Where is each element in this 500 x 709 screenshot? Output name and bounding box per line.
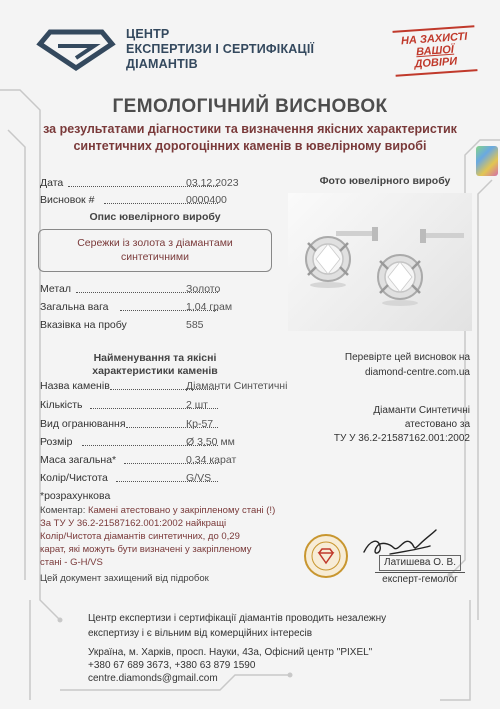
- organization-name: ЦЕНТР ЕКСПЕРТИЗИ І СЕРТИФІКАЦІЇ ДІАМАНТІВ: [126, 27, 315, 71]
- jewelry-photo: [288, 193, 472, 331]
- number-value: 0000400: [186, 194, 227, 206]
- date-value: 03.12.2023: [186, 177, 239, 189]
- stone-row: Вид огранювання Кр-57: [40, 418, 290, 430]
- signer-block: [365, 555, 475, 587]
- diamond-logo-icon: [36, 26, 116, 72]
- number-field: Висновок # 0000400: [40, 194, 227, 206]
- stones-section-title: Найменування та якісні характеристики каменів: [92, 352, 218, 377]
- document-title: ГЕМОЛОГІЧНИЙ ВИСНОВОК: [112, 96, 388, 117]
- header: [36, 22, 476, 82]
- item-section-title: Опис ювелірного виробу: [89, 211, 221, 223]
- signer-name: Латишева О. В.: [379, 555, 461, 571]
- earrings-image: [288, 193, 472, 331]
- photo-label: Фото ювелірного виробу: [319, 175, 451, 187]
- weight-field: Загальна вага 1,04 грам: [40, 301, 233, 313]
- hallmark-field: Вказівка на пробу 585: [40, 319, 204, 331]
- company-seal-icon: [304, 534, 348, 578]
- address: Україна, м. Харків, просп. Науки, 43а, Офісний центр "PIXEL": [88, 647, 373, 658]
- attest-block: Діаманти Синтетичні атестовано за ТУ У 36.2-21587162.001:2002: [333, 405, 470, 444]
- stone-row: Розмір Ø 3,50 мм: [40, 436, 235, 448]
- footnote: *розрахункова: [40, 490, 111, 502]
- stone-row: Маса загальна* 0,34 карат: [40, 454, 237, 466]
- metal-field: Метал Золото: [40, 283, 221, 295]
- phones: +380 67 689 3673, +380 63 879 1590: [88, 660, 256, 671]
- stone-row: Колір/Чистота G/VS: [40, 472, 290, 484]
- date-field: Дата 03.12.2023: [40, 177, 239, 189]
- item-description: Сережки із золота з діамантами синтетичними: [38, 229, 272, 272]
- stone-row: Кількість 2 шт: [40, 399, 290, 411]
- verify-block: Перевірте цей висновок на diamond-centre.com.ua: [300, 350, 470, 380]
- footer-disclaimer: Центр експертизи і сертифікації діамантів проводить незалежну експертизу і є вільним від комерційних інтересів: [88, 613, 387, 639]
- stone-row: Назва каменів Діаманти Синтетичні: [40, 380, 288, 392]
- verify-link[interactable]: diamond-centre.com.ua: [364, 367, 470, 378]
- hologram-sticker: [476, 146, 498, 176]
- document-subtitle: за результатами діагностики та визначення якісних характеристик синтетичних дорогоцінних каменів в ювелірному виробі: [43, 122, 457, 153]
- email-link[interactable]: centre.diamonds@gmail.com: [88, 673, 218, 684]
- comment-block: Коментар: Камені атестовано у закріпленому стані (!) За ТУ У 36.2-21587162.001:2002 найкращі Колір/Чистота діамантів синтетичних, до 0,29 карат, які можуть бути визначені у закріпленому стані - G-H/VS Цей документ захищений від підробок: [40, 505, 276, 584]
- trust-stamp: НА ЗАХИСТІ ВАШОЇ ДОВІРИ: [392, 25, 477, 77]
- signer-title: експерт-гемолог: [382, 574, 458, 585]
- footer-contacts: [88, 646, 448, 685]
